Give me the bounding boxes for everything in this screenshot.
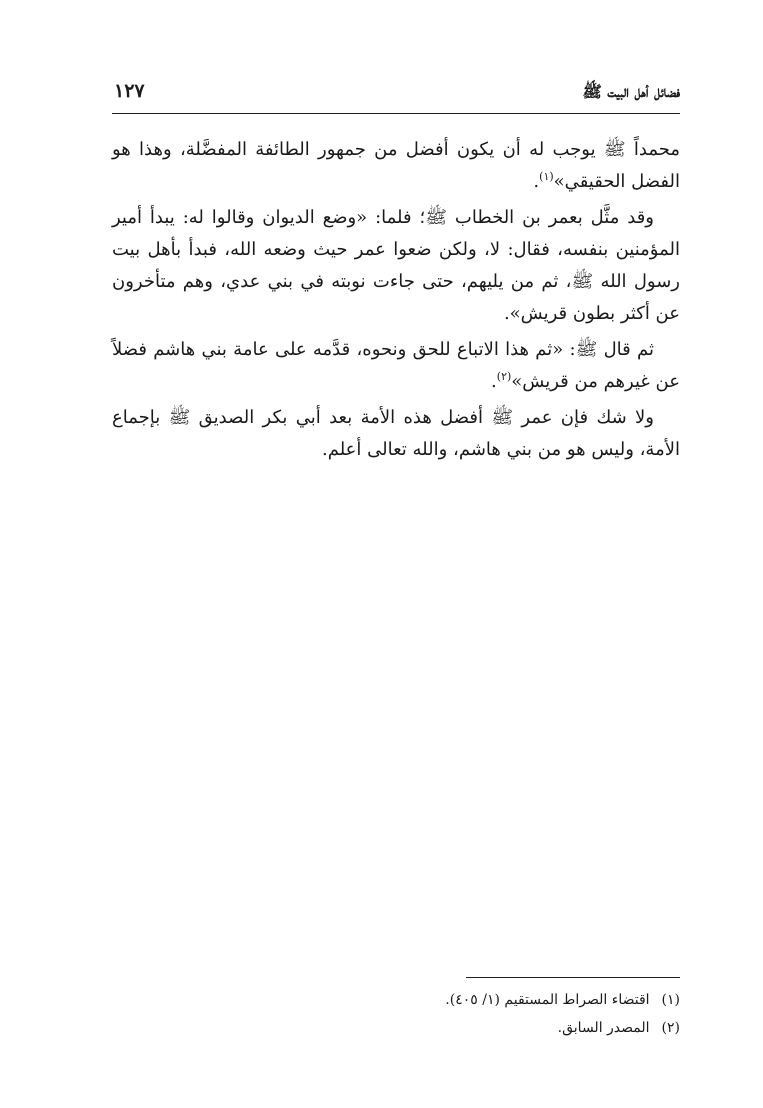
running-header	[112, 78, 680, 114]
paragraph-text: ولا شك فإن عمر ﷺ أفضل هذه الأمة بعد أبي بكر الصديق ﷺ بإجماع الأمة، وليس هو من بني هاشم، والله تعالى أعلم.	[112, 407, 680, 460]
footnote-number: (٢)	[661, 1020, 680, 1036]
footnote-number: (١)	[661, 992, 680, 1008]
paragraph-1	[112, 134, 680, 198]
paragraph-tail: .	[491, 371, 497, 392]
footnote-ref: (١)	[539, 170, 554, 183]
header-title: فضائل أهل البيت ﷺ	[582, 82, 680, 101]
paragraph-text: محمداً ﷺ يوجب له أن يكون أفضل من جمهور الطائفة المفضَّلة، وهذا هو الفضل الحقيقي»	[112, 139, 680, 192]
header-rule	[112, 113, 680, 114]
footnote-rule	[466, 977, 680, 978]
body-text	[112, 134, 680, 470]
footnote-item	[340, 986, 680, 1014]
footnote-text: المصدر السابق.	[557, 1020, 650, 1036]
footnote-item	[340, 1014, 680, 1042]
page-number: ١٢٧	[114, 80, 145, 102]
paragraph-tail: .	[533, 171, 540, 192]
footnote-text: اقتضاء الصراط المستقيم (١/ ٤٠٥).	[445, 992, 650, 1008]
footnotes	[340, 986, 680, 1042]
paragraph-2	[112, 202, 680, 330]
paragraph-text: وقد مثَّل بعمر بن الخطاب ﷺ؛ فلما: «وضع الديوان وقالوا له: يبدأ أمير المؤمنين بنفسه، فقال: لا، ولكن ضعوا عمر حيث وضعه الله، فبدأ بأهل بيت رسول الله ﷺ، ثم من يليهم، حتى جاءت نوبته في بني عدي، وهم متأخرون عن أكثر بطون قريش».	[112, 207, 680, 324]
paragraph-text: ثم قال ﷺ: «ثم هذا الاتباع للحق ونحوه، قدَّمه على عامة بني هاشم فضلاً عن غيرهم من قريش»	[112, 339, 680, 392]
footnote-ref: (٢)	[496, 370, 512, 383]
paragraph-3	[112, 334, 680, 398]
paragraph-4	[112, 402, 680, 466]
